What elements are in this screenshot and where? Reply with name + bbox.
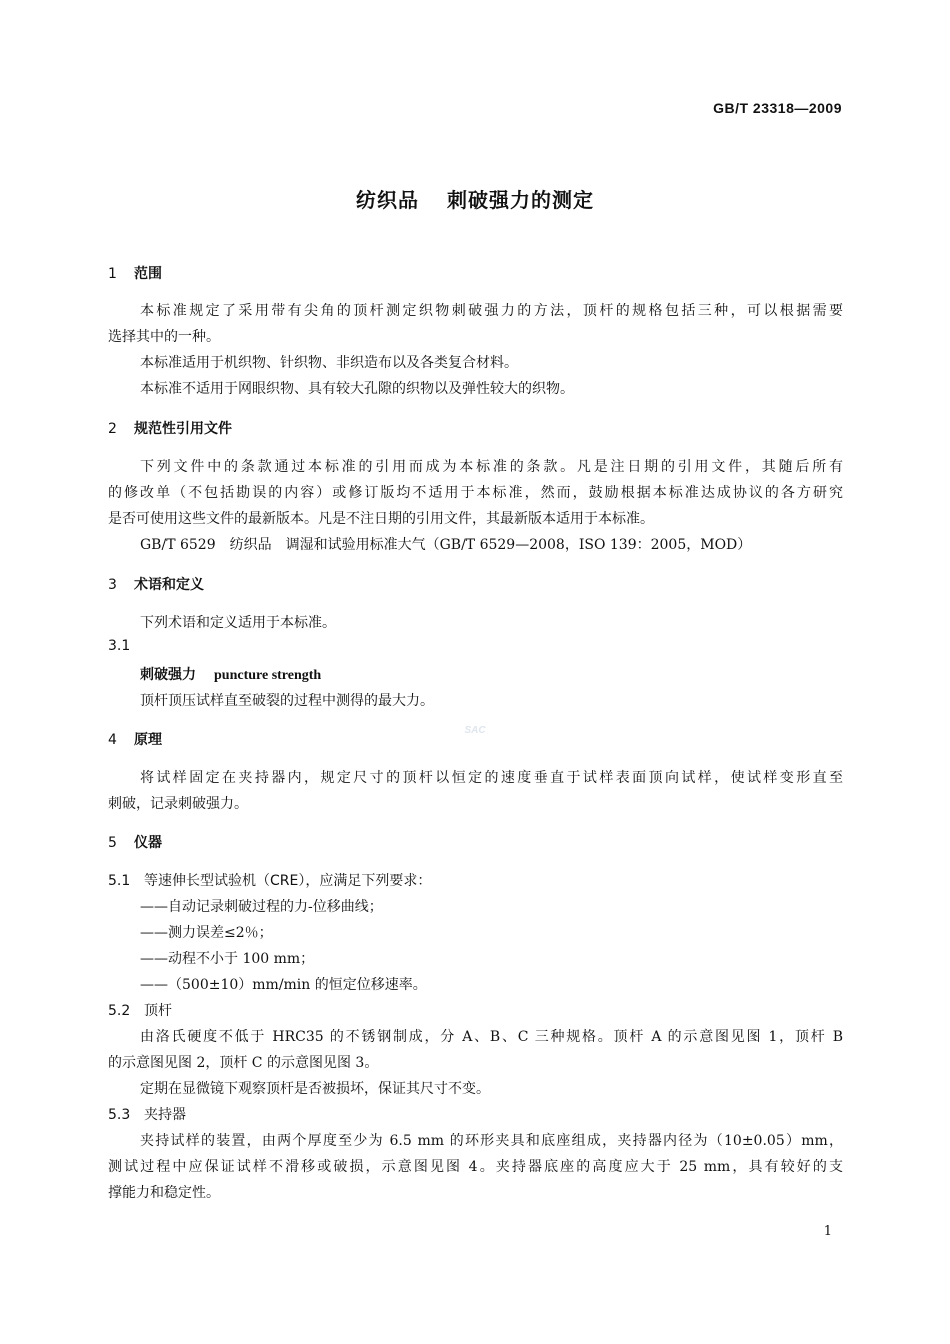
title-part-1: 纺织品 bbox=[356, 188, 419, 212]
list-item: ——自动记录刺破过程的力-位移曲线； bbox=[140, 899, 383, 915]
section-4-heading bbox=[108, 729, 162, 749]
s1-paragraph-2: 本标准适用于机织物、针织物、非织造布以及各类复合材料。 bbox=[140, 355, 518, 371]
section-5-heading bbox=[108, 832, 162, 852]
term-definition: 顶杆顶压试样直至破裂的过程中测得的最大力。 bbox=[140, 693, 434, 709]
term-entry bbox=[140, 664, 321, 684]
section-2-heading bbox=[108, 418, 232, 438]
page-number: 1 bbox=[823, 1224, 832, 1239]
term-english: puncture strength bbox=[214, 668, 322, 683]
section-title: 术语和定义 bbox=[134, 577, 204, 593]
list-item: ——动程不小于 100 mm； bbox=[140, 951, 315, 967]
subsection-5-3 bbox=[108, 1104, 186, 1124]
subsection-5-1 bbox=[108, 870, 431, 890]
subsection-number: 5.3 bbox=[108, 1107, 131, 1123]
list-item: ——测力误差≤2％； bbox=[140, 925, 273, 941]
section-number: 2 bbox=[108, 421, 117, 437]
s52-paragraph-2: 定期在显微镜下观察顶杆是否被损坏，保证其尺寸不变。 bbox=[140, 1081, 490, 1097]
s3-intro: 下列术语和定义适用于本标准。 bbox=[140, 615, 336, 631]
subsection-title: 顶杆 bbox=[144, 1003, 172, 1019]
s53-paragraph-line-2: 测试过程中应保证试样不滑移或破损，示意图见图 4。夹持器底座的高度应大于 25 mm，具有较好的支 bbox=[108, 1159, 843, 1175]
s52-paragraph-line-1: 由洛氏硬度不低于 HRC35 的不锈钢制成，分 A、B、C 三种规格。顶杆 A 的示意图见图 1，顶杆 B bbox=[140, 1029, 843, 1045]
subsection-text: 等速伸长型试验机（CRE），应满足下列要求： bbox=[144, 873, 432, 889]
section-number: 4 bbox=[108, 732, 117, 748]
standard-code: GB/T 23318—2009 bbox=[713, 100, 842, 116]
section-number: 1 bbox=[108, 266, 117, 282]
s1-paragraph-1-line-2: 选择其中的一种。 bbox=[108, 329, 220, 345]
s53-paragraph-line-1: 夹持试样的装置，由两个厚度至少为 6.5 mm 的环形夹具和底座组成，夹持器内径为（10±0.05）mm， bbox=[140, 1133, 843, 1149]
normative-reference: GB/T 6529 纺织品 调湿和试验用标准大气（GB/T 6529—2008，ISO 139：2005，MOD） bbox=[140, 537, 752, 553]
s2-paragraph-line-1: 下列文件中的条款通过本标准的引用而成为本标准的条款。凡是注日期的引用文件，其随后所有 bbox=[140, 459, 843, 475]
s53-paragraph-line-3: 撑能力和稳定性。 bbox=[108, 1185, 220, 1201]
s4-paragraph-line-1: 将试样固定在夹持器内，规定尺寸的顶杆以恒定的速度垂直于试样表面顶向试样，使试样变形直至 bbox=[140, 770, 843, 786]
section-title: 原理 bbox=[134, 732, 162, 748]
title-part-2: 刺破强力的测定 bbox=[447, 188, 594, 212]
section-title: 范围 bbox=[134, 266, 162, 282]
section-number: 3 bbox=[108, 577, 117, 593]
sac-watermark-logo: SAC bbox=[464, 725, 486, 736]
section-3-heading bbox=[108, 574, 204, 594]
s2-paragraph-line-2: 的修改单（不包括勘误的内容）或修订版均不适用于本标准，然而，鼓励根据本标准达成协议的各方研究 bbox=[108, 485, 843, 501]
subsection-number: 5.1 bbox=[108, 873, 131, 889]
list-item: ——（500±10）mm/min 的恒定位移速率。 bbox=[140, 977, 427, 993]
term-chinese: 刺破强力 bbox=[140, 667, 196, 683]
s1-paragraph-3: 本标准不适用于网眼织物、具有较大孔隙的织物以及弹性较大的织物。 bbox=[140, 381, 574, 397]
document-title bbox=[0, 184, 950, 213]
s4-paragraph-line-2: 刺破，记录刺破强力。 bbox=[108, 796, 248, 812]
subsection-5-2 bbox=[108, 1000, 172, 1020]
section-number: 5 bbox=[108, 835, 117, 851]
s2-paragraph-line-3: 是否可使用这些文件的最新版本。凡是不注日期的引用文件，其最新版本适用于本标准。 bbox=[108, 511, 654, 527]
subsection-number: 5.2 bbox=[108, 1003, 131, 1019]
s52-paragraph-line-2: 的示意图见图 2，顶杆 C 的示意图见图 3。 bbox=[108, 1055, 379, 1071]
section-title: 规范性引用文件 bbox=[134, 421, 232, 437]
section-title: 仪器 bbox=[134, 835, 162, 851]
s1-paragraph-1-line-1: 本标准规定了采用带有尖角的顶杆测定织物刺破强力的方法，顶杆的规格包括三种，可以根据需要 bbox=[140, 303, 843, 319]
section-1-heading bbox=[108, 263, 162, 283]
subsection-title: 夹持器 bbox=[144, 1107, 186, 1123]
subsection-3-1-number: 3.1 bbox=[108, 638, 131, 654]
